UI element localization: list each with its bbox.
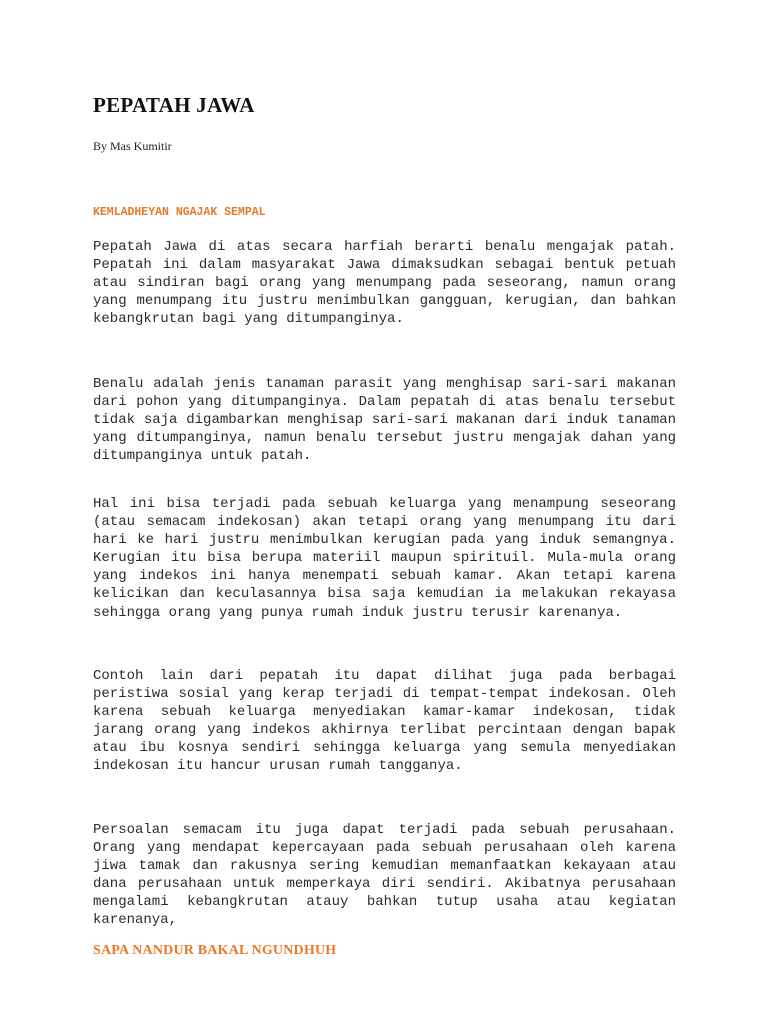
paragraph-1: Pepatah Jawa di atas secara harfiah berarti benalu mengajak patah. Pepatah ini dalam masyarakat Jawa dimaksudkan sebagai bentuk petuah atau sindiran bagi orang yang menumpang pada seseorang, namun orang yang menumpang itu justru menimbulkan gangguan, kerugian, dan bahkan kebangkrutan bagi yang ditumpanginya.: [93, 239, 676, 328]
author-byline: By Mas Kumitir: [93, 139, 172, 153]
paragraph-5: Persoalan semacam itu juga dapat terjadi pada sebuah perusahaan. Orang yang mendapat kepercayaan pada sebuah perusahaan oleh karena jiwa tamak dan rakusnya sering kemudian memanfaatkan kekayaan atau dana perusahaan untuk memperkaya diri sendiri. Akibatnya perusahaan mengalami kebangkrutan atauy bahkan tutup usaha atau kegiatan karenanya,: [93, 822, 676, 929]
paragraph-4: Contoh lain dari pepatah itu dapat dilihat juga pada berbagai peristiwa sosial yang kerap terjadi di tempat-tempat indekosan. Oleh karena sebuah keluarga menyediakan kamar-kamar indekosan, tidak jarang orang yang indekos akhirnya terlibat percintaan dengan bapak atau ibu kosnya sendiri sehingga keluarga yang semula menyediakan indekosan itu hancur urusan rumah tangganya.: [93, 668, 676, 775]
paragraph-2: Benalu adalah jenis tanaman parasit yang menghisap sari-sari makanan dari pohon yang ditumpanginya. Dalam pepatah di atas benalu tersebut tidak saja digambarkan menghisap sari-sari makanan dari induk tanaman yang ditumpanginya, namun benalu tersebut justru mengajak dahan yang ditumpanginya untuk patah.: [93, 376, 676, 465]
document-title: PEPATAH JAWA: [93, 93, 255, 117]
section-heading-kemladheyan: KEMLADHEYAN NGAJAK SEMPAL: [93, 206, 266, 219]
paragraph-3: Hal ini bisa terjadi pada sebuah keluarga yang menampung seseorang (atau semacam indekosan) akan tetapi orang yang menumpang itu dari hari ke hari justru menimbulkan kerugian pada yang induk semangnya. Kerugian itu bisa berupa materiil maupun spirituil. Mula-mula orang yang indekos ini hanya menempati sebuah kamar. Akan tetapi karena kelicikan dan keculasannya bisa saja kemudian ia melakukan rekayasa sehingga orang yang punya rumah induk justru terusir karenanya.: [93, 496, 676, 621]
section-heading-sapa-nandur: SAPA NANDUR BAKAL NGUNDHUH: [93, 943, 337, 958]
